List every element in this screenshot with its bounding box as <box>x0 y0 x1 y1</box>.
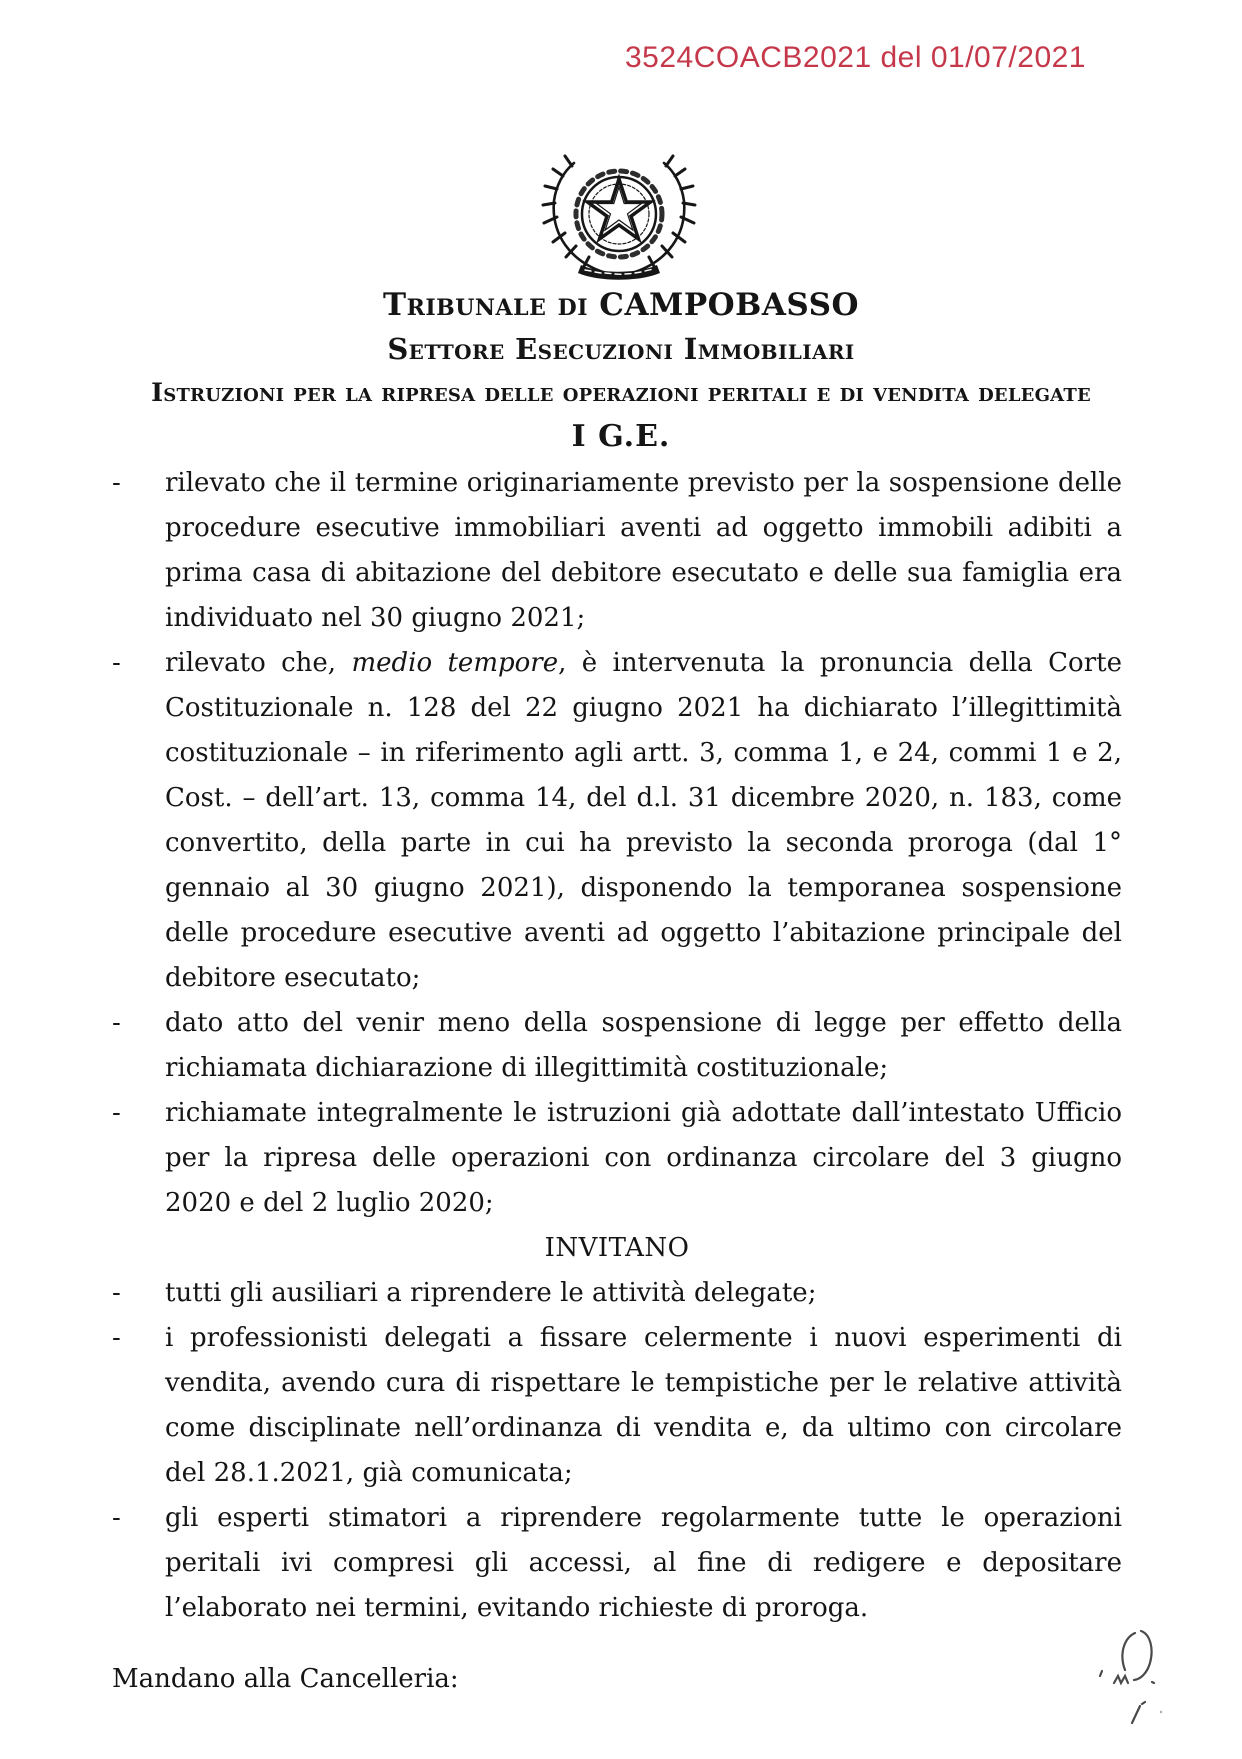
italian-republic-emblem-icon <box>518 141 720 283</box>
bullet-dash: - <box>112 648 121 678</box>
court-title: Tribunale di CAMPOBASSO <box>383 287 859 323</box>
bullet-dash: - <box>112 468 121 498</box>
invitation-text: gli esperti stimatori a riprendere regolarmente tutte le operazioni peritali ivi compresi gli accessi, al fine di redigere e depositare l’elaborato nei termini, evitando richieste di proroga. <box>165 1503 1122 1623</box>
premise-text: dato atto del venir meno della sospensione di legge per effetto della richiamata dichiarazione di illegittimità costituzionale; <box>165 1008 1122 1083</box>
bullet-dash: - <box>112 1008 121 1038</box>
premise-text-part: rilevato che, <box>165 648 352 678</box>
section-title: Settore Esecuzioni Immobiliari <box>387 332 855 366</box>
premise-item <box>112 1091 1122 1226</box>
bullet-dash: - <box>112 1278 121 1308</box>
invitation-item <box>112 1271 1122 1316</box>
premise-text: rilevato che il termine originariamente previsto per la sospensione delle procedure esecutive immobiliari aventi ad oggetto immobili adibiti a prima casa di abitazione del debitore esecutato e delle sua famiglia era individuato nel 30 giugno 2021; <box>165 468 1122 633</box>
invitano-heading: INVITANO <box>544 1233 690 1263</box>
invitation-item <box>112 1496 1122 1631</box>
document-header <box>0 283 1242 459</box>
bullet-dash: - <box>112 1098 121 1128</box>
premise-text: richiamate integralmente le istruzioni già adottate dall’intestato Ufficio per la ripresa delle operazioni con ordinanza circolare del 3 giugno 2020 e del 2 luglio 2020; <box>165 1098 1122 1218</box>
subject-title: Istruzioni per la ripresa delle operazioni peritali e di vendita delegate <box>151 378 1091 408</box>
invitation-item <box>112 1316 1122 1496</box>
invitation-text: i professionisti delegati a fissare celermente i nuovi esperimenti di vendita, avendo cura di rispettare le tempistiche per le relative attività come disciplinate nell’ordinanza di vendita e, da ultimo con circolare del 28.1.2021, già comunicata; <box>165 1323 1122 1488</box>
judges-heading: I G.E. <box>571 419 671 454</box>
premise-item <box>112 461 1122 641</box>
premise-item <box>112 1001 1122 1091</box>
bullet-dash: - <box>112 1323 121 1353</box>
premise-text <box>165 641 1122 1001</box>
premise-item <box>112 641 1122 1001</box>
premise-text-part: , è intervenuta la pronuncia della Corte Costituzionale n. 128 del 22 giugno 2021 ha dichiarato l’illegittimità costituzionale – in riferimento agli artt. 3, comma 1, e 24, commi 1 e 2, Cost. – dell’art. 13, comma 14, del d.l. 31 dicembre 2020, n. 183, come convertito, della parte in cui ha previsto la seconda proroga (dal 1° gennaio al 30 giugno 2021), disponendo la temporanea sospensione delle procedure esecutive aventi ad oggetto l’abitazione principale del debitore esecutato; <box>165 648 1122 993</box>
handwritten-initials-icon <box>1086 1626 1186 1731</box>
latin-phrase: medio tempore <box>351 648 559 678</box>
invitation-text: tutti gli ausiliari a riprendere le attività delegate; <box>165 1278 817 1308</box>
closing-line: Mandano alla Cancelleria: <box>112 1664 459 1694</box>
document-body <box>112 461 1122 1702</box>
bullet-dash: - <box>112 1503 121 1533</box>
protocol-stamp: 3524COACB2021 del 01/07/2021 <box>624 41 1086 74</box>
